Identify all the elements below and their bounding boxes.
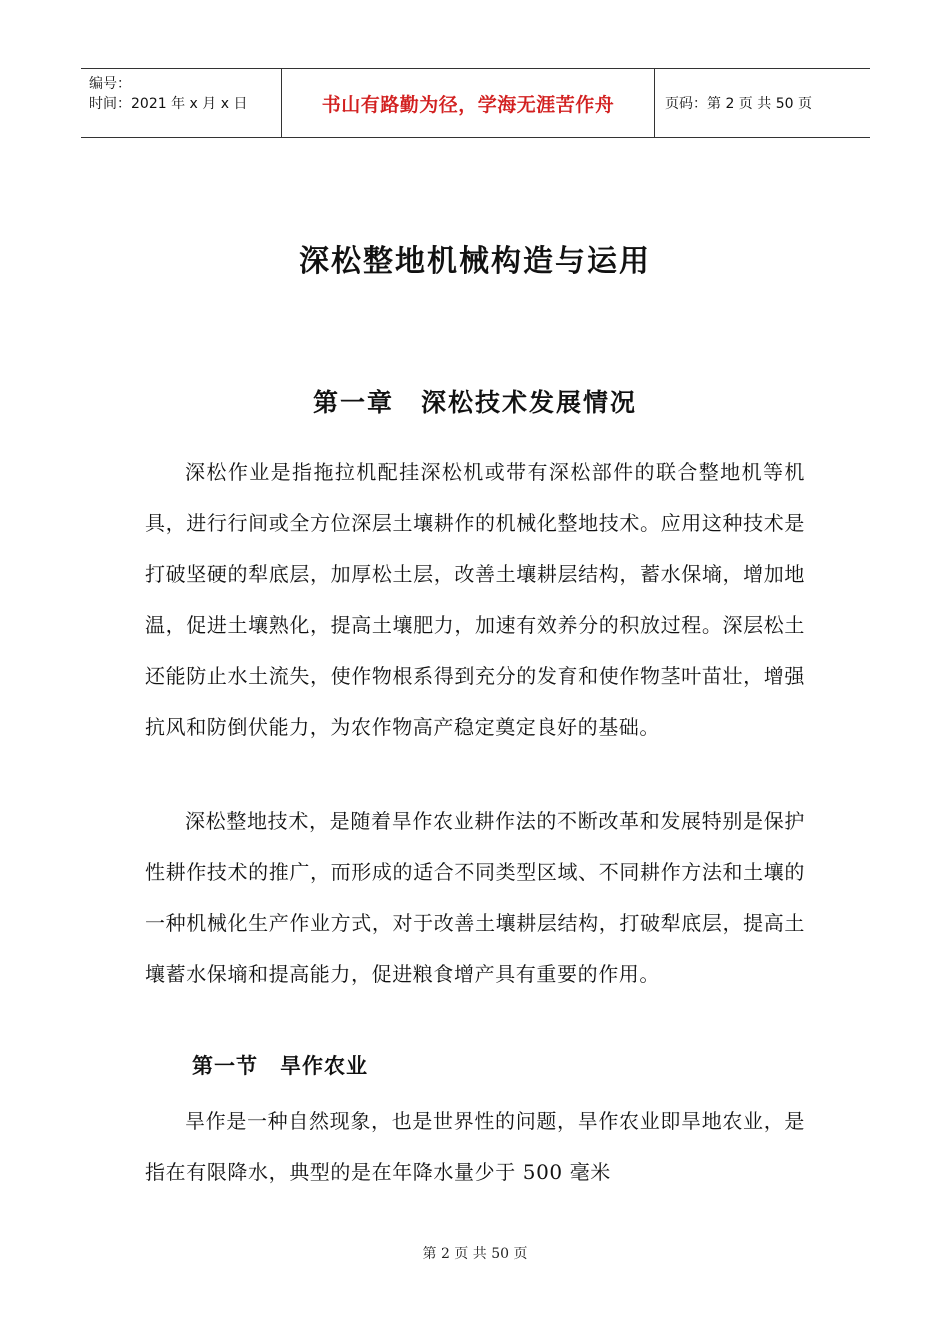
motto: 书山有路勤为径，学海无涯苦作舟 <box>321 93 615 116</box>
header-info-cell <box>81 69 282 137</box>
paragraph-2: 深松整地技术，是随着旱作农业耕作法的不断改革和发展特别是保护性耕作技术的推广，而形成的适合不同类型区域、不同耕作方法和土壤的一种机械化生产作业方式，对于改善土壤耕层结构，打破犁底层，提高土壤蓄水保墒和提高能力，促进粮食增产具有重要的作用。 <box>145 809 805 986</box>
page-footer: 第 2 页 共 50 页 <box>422 1246 528 1262</box>
serial-number-label: 编号： <box>89 76 131 92</box>
header-motto-cell <box>282 69 655 137</box>
header-page-cell <box>655 69 870 137</box>
time-label: 时间：2021 年 x 月 x 日 <box>89 96 248 112</box>
document-title: 深松整地机械构造与运用 <box>299 244 651 279</box>
chapter-title: 第一章 深松技术发展情况 <box>312 388 637 417</box>
section-paragraph: 旱作是一种自然现象，也是世界性的问题，旱作农业即旱地农业，是指在有限降水，典型的是在年降水量少于 500 毫米 <box>145 1109 805 1184</box>
section-title: 第一节 旱作农业 <box>192 1054 368 1078</box>
page-number-label: 页码：第 2 页 共 50 页 <box>665 96 812 112</box>
header-table <box>81 68 870 138</box>
paragraph-1: 深松作业是指拖拉机配挂深松机或带有深松部件的联合整地机等机具，进行行间或全方位深层土壤耕作的机械化整地技术。应用这种技术是打破坚硬的犁底层，加厚松土层，改善土壤耕层结构，蓄水保墒，增加地温，促进土壤熟化，提高土壤肥力，加速有效养分的积放过程。深层松土还能防止水土流失，使作物根系得到充分的发育和使作物茎叶苗壮，增强抗风和防倒伏能力，为农作物高产稳定奠定良好的基础。 <box>145 460 805 739</box>
